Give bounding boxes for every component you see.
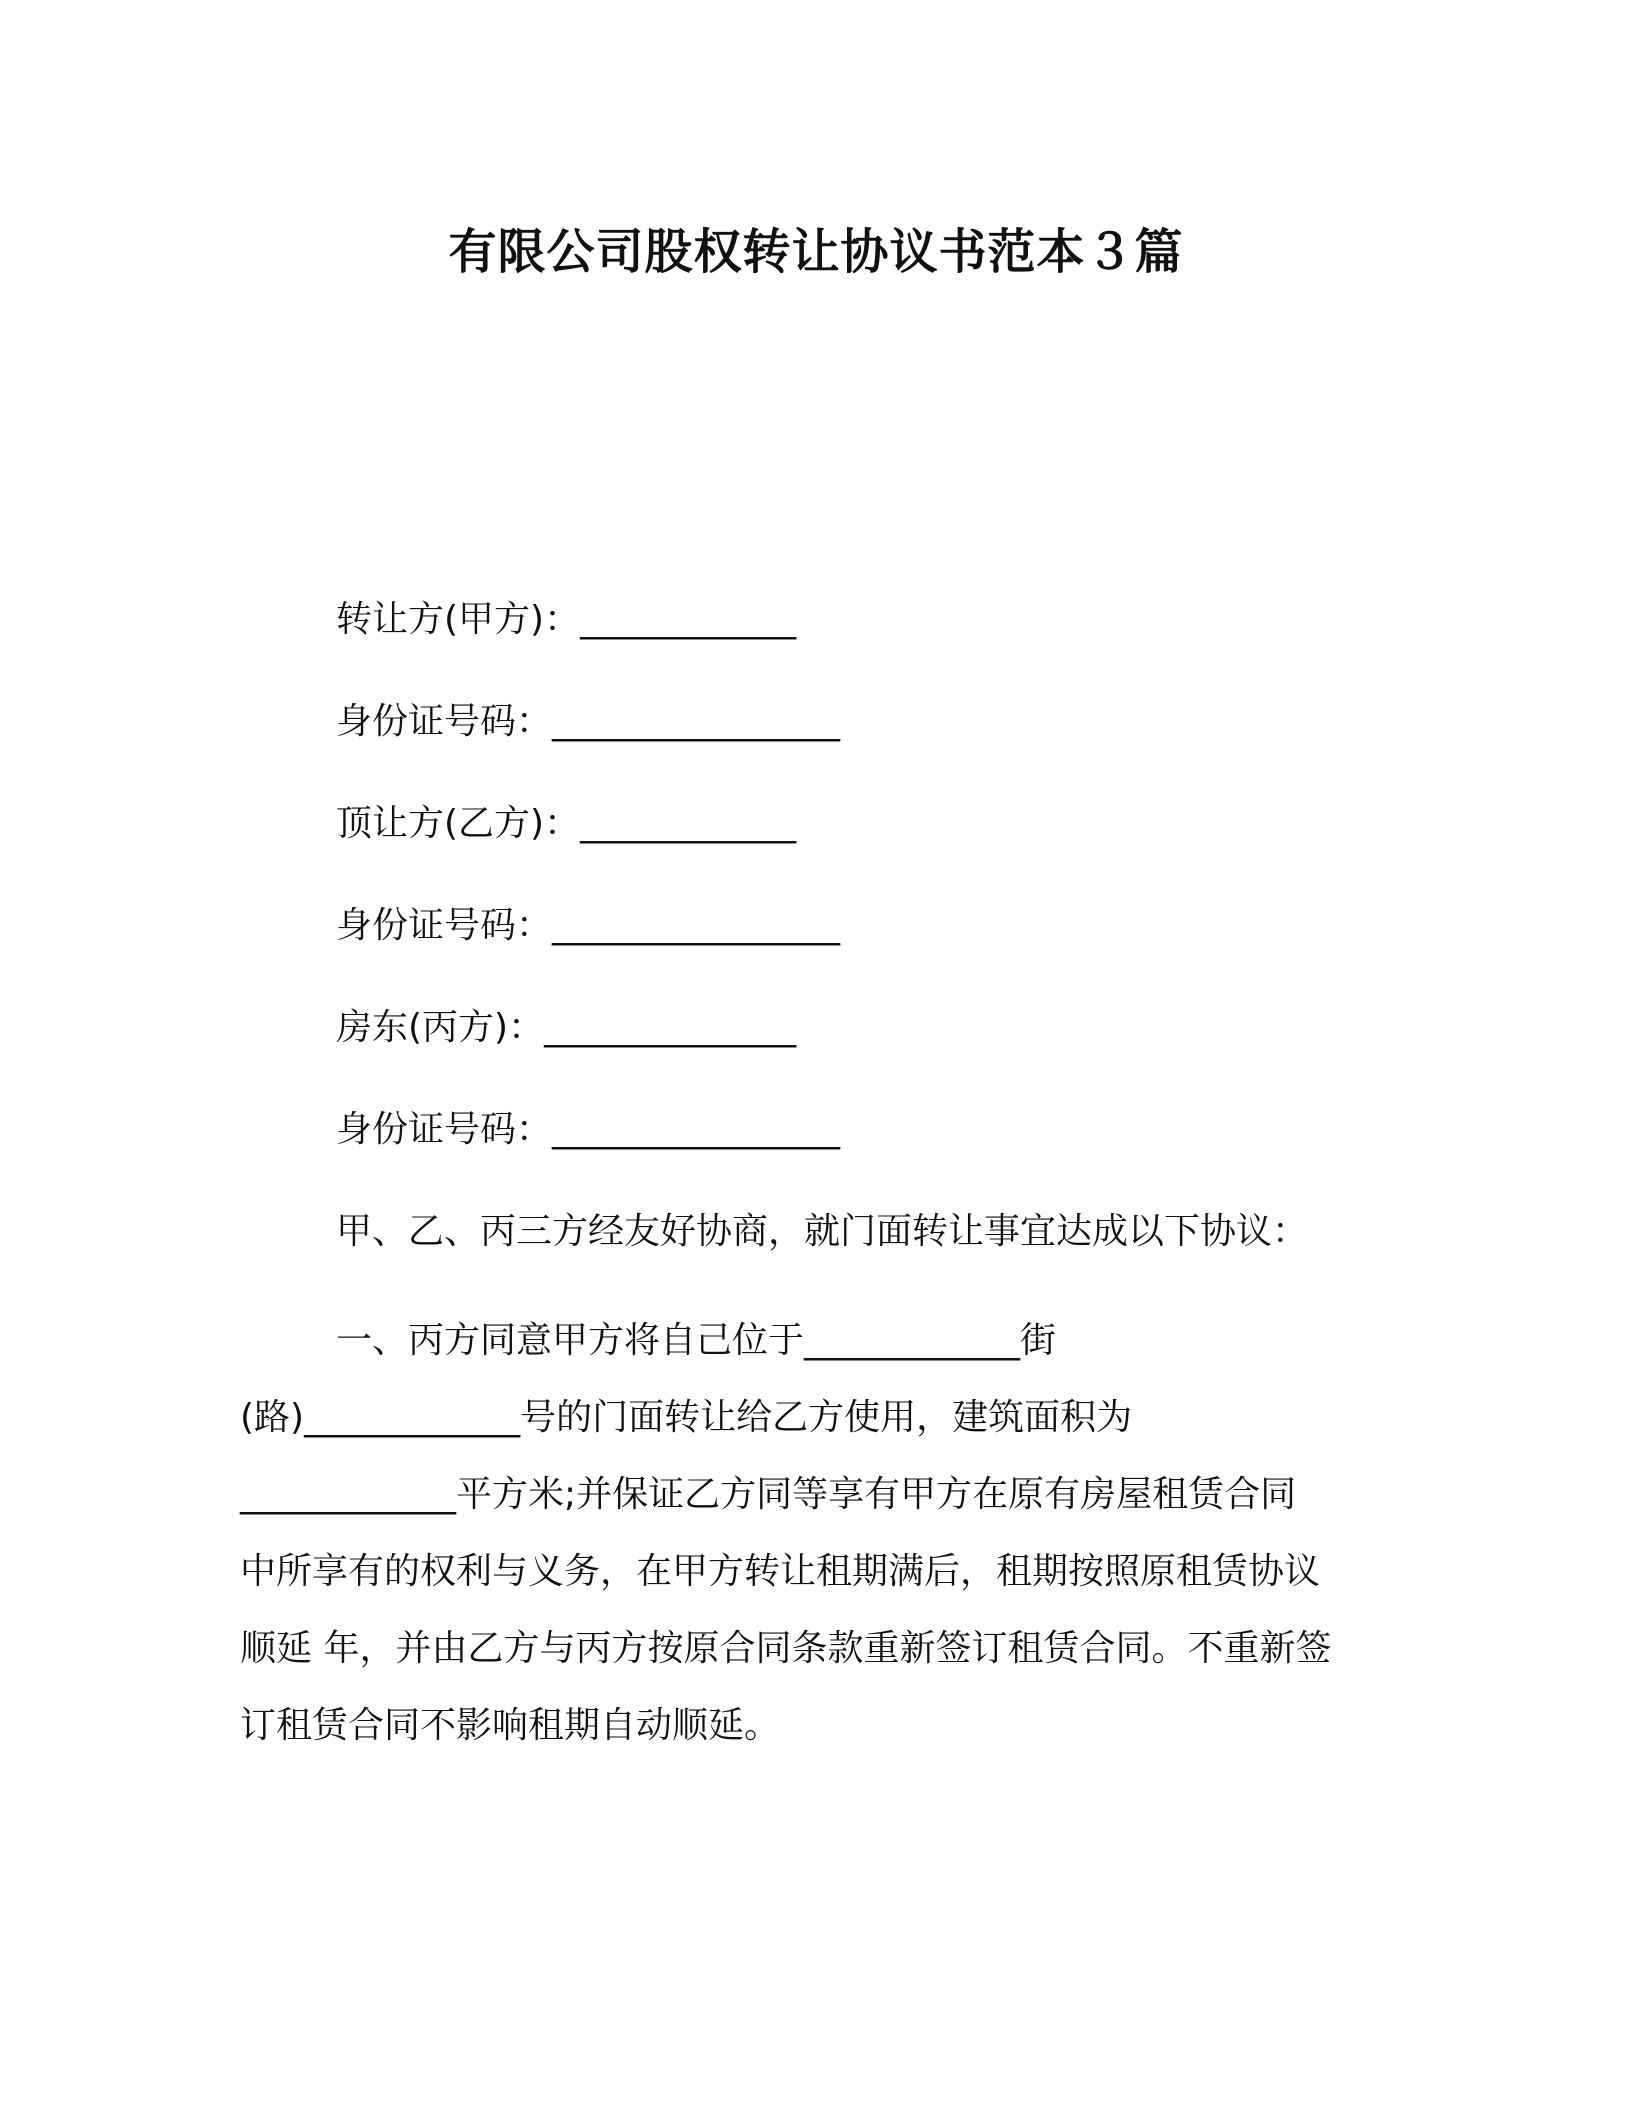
landlord-field: 房东(丙方)：______________ <box>336 1007 797 1048</box>
clause-one-line: 顺延 年，并由乙方与丙方按原合同条款重新签订租赁合同。不重新签 <box>240 1628 1332 1669</box>
document-title: 有限公司股权转让协议书范本３篇 <box>448 224 1184 280</box>
clause-one-line: 订租赁合同不影响租期自动顺延。 <box>240 1705 781 1746</box>
clause-one-line: (路)____________号的门面转让给乙方使用，建筑面积为 <box>240 1397 1133 1438</box>
clause-one-line: 中所享有的权利与义务，在甲方转让租期满后，租期按照原租赁协议 <box>240 1551 1321 1592</box>
clause-one <box>240 1302 1390 1764</box>
transferee-id-field: 身份证号码：________________ <box>336 905 841 946</box>
transferee-field: 顶让方(乙方)：____________ <box>336 803 797 844</box>
agreement-intro: 甲、乙、丙三方经友好协商，就门面转让事宜达成以下协议： <box>336 1211 1309 1252</box>
clause-one-line: 一、丙方同意甲方将自己位于____________街 <box>336 1320 1057 1361</box>
landlord-id-field: 身份证号码：________________ <box>336 1109 841 1150</box>
transferor-field: 转让方(甲方)：____________ <box>336 599 797 640</box>
clause-one-line: ____________平方米;并保证乙方同等享有甲方在原有房屋租赁合同 <box>240 1474 1297 1515</box>
transferor-id-field: 身份证号码：________________ <box>336 701 841 742</box>
